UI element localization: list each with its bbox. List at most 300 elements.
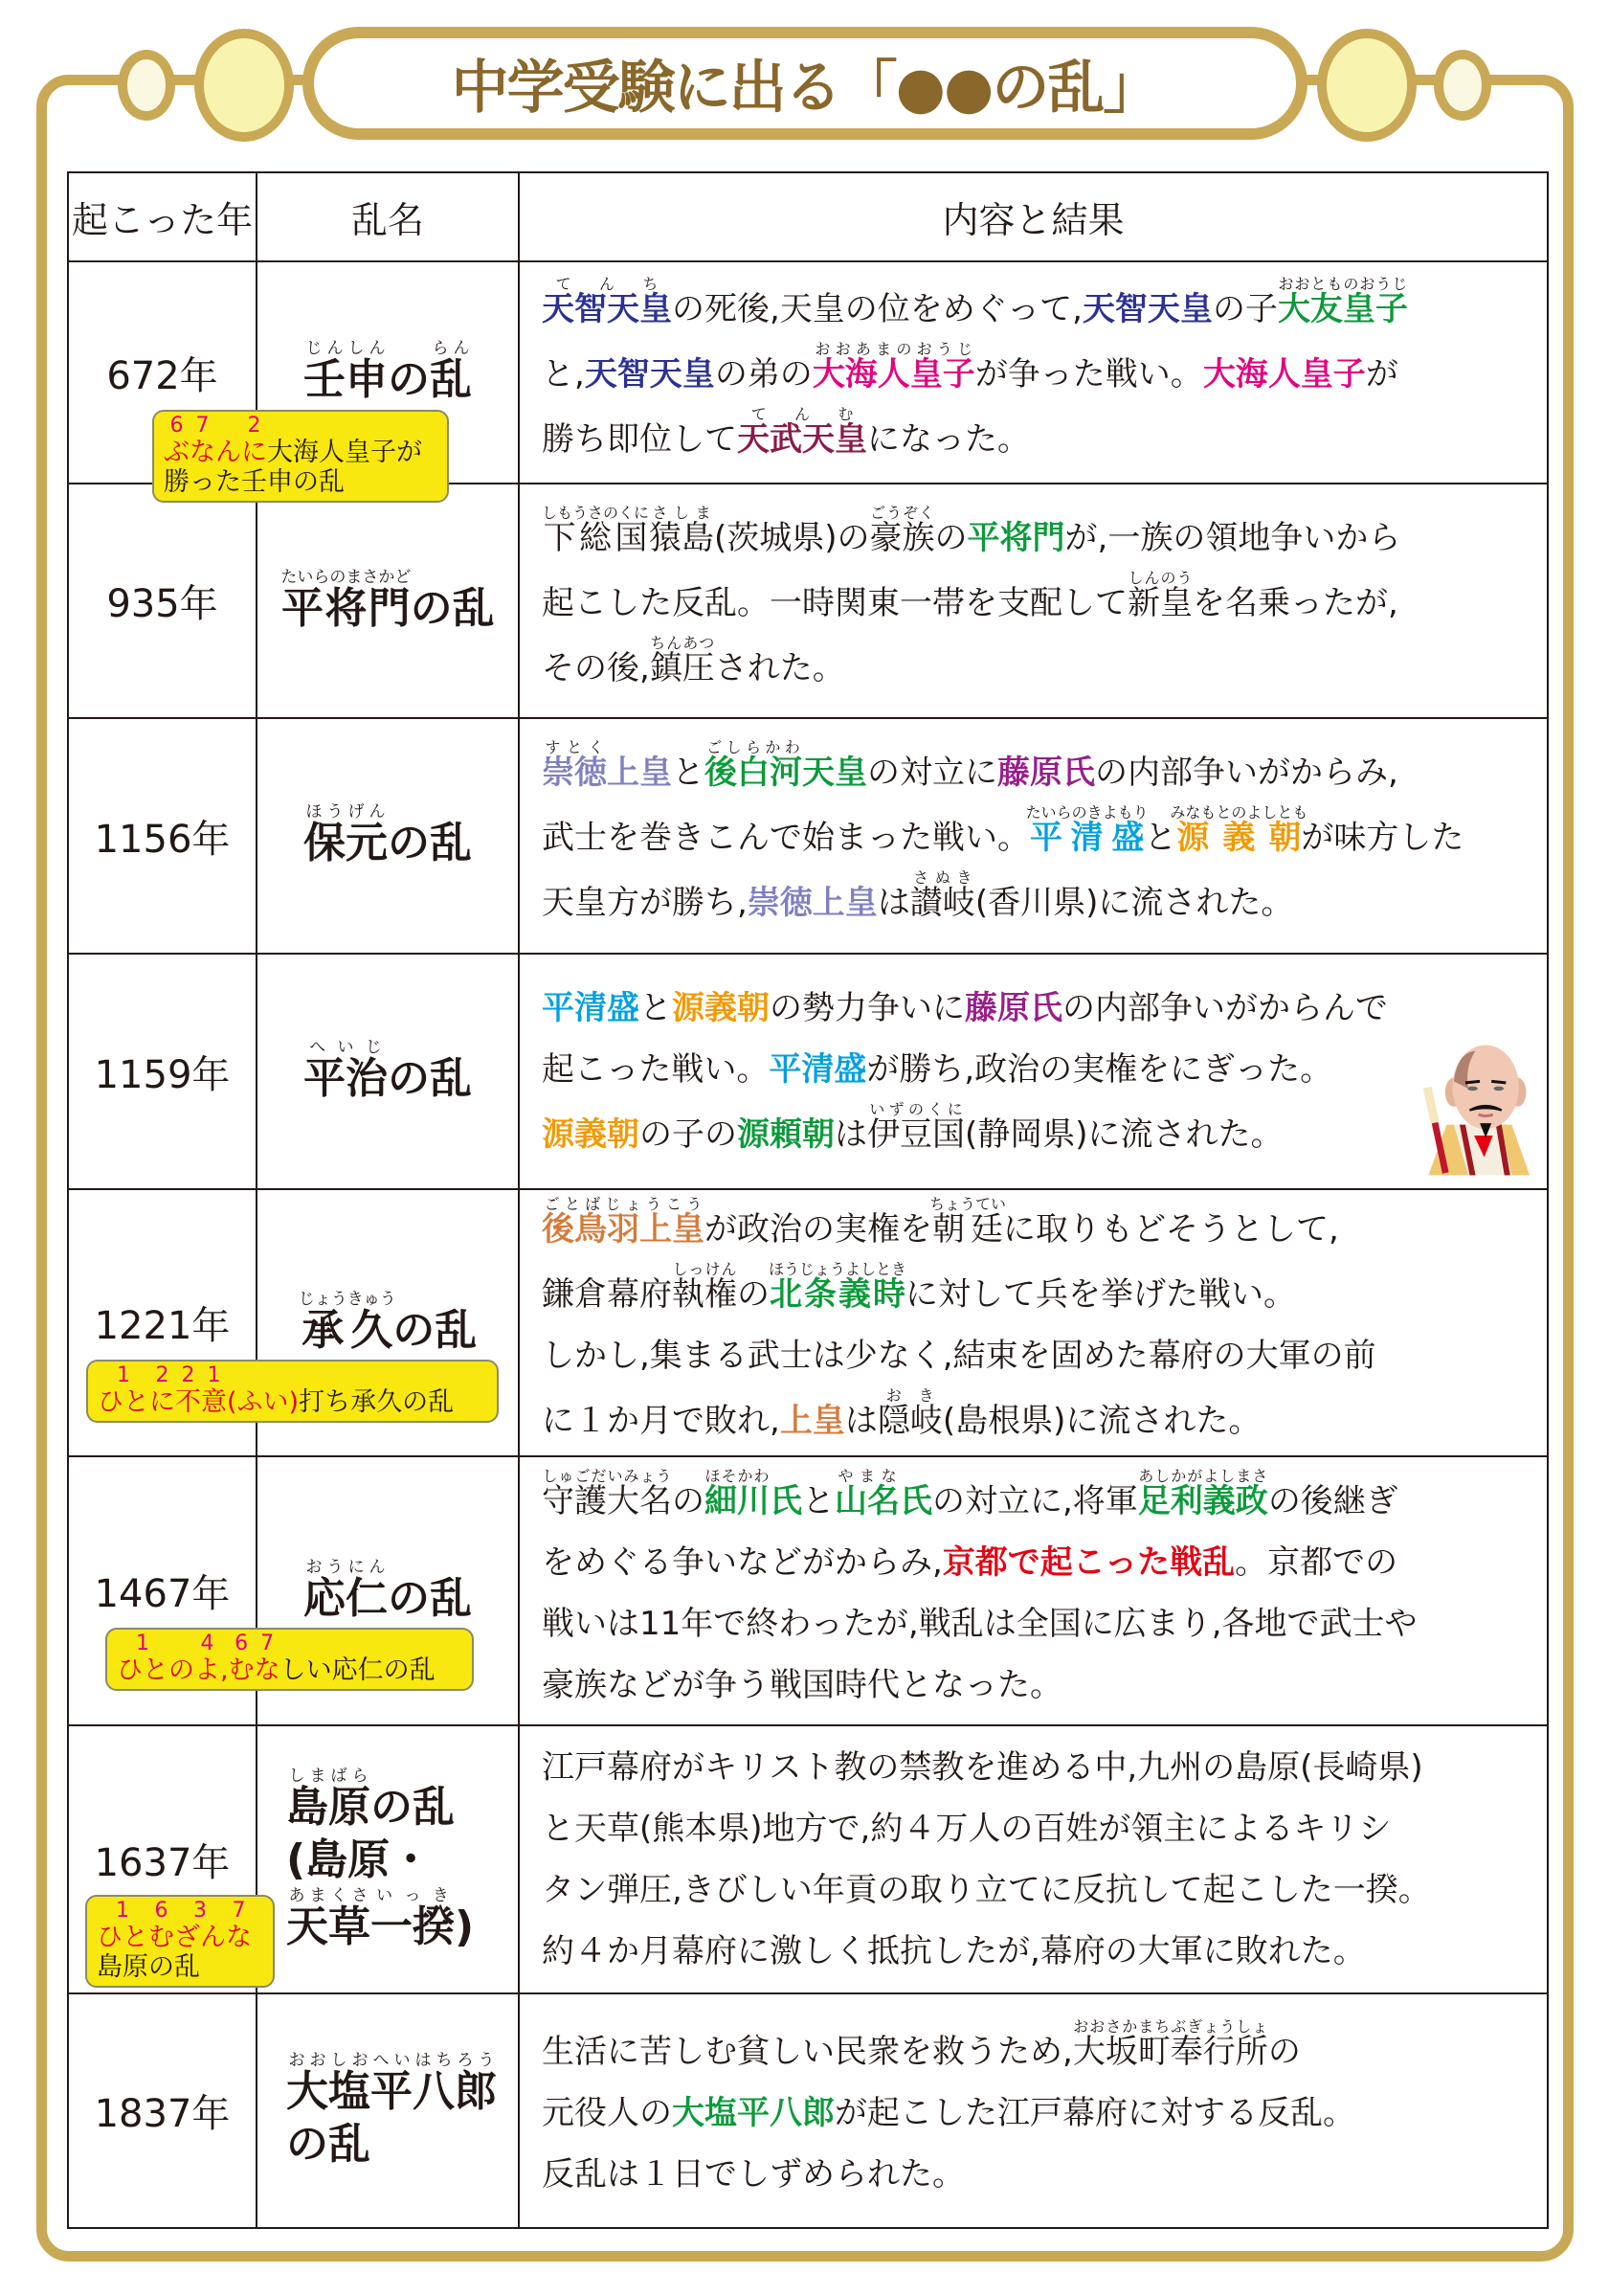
decor-circle-right-big xyxy=(1317,29,1417,142)
text-segment: (香川県)に流された。 xyxy=(974,884,1294,922)
mnemonic-text: ひと xyxy=(98,1387,149,1417)
content-line xyxy=(542,1195,1537,1260)
highlight-term: 天皇 xyxy=(802,754,867,792)
name-part-text: 平将門 xyxy=(280,583,412,633)
text-segment xyxy=(877,1385,943,1440)
mnemonic-text: に xyxy=(241,438,267,467)
text-segment-reading: ごうぞく xyxy=(869,503,935,522)
text-segment: と xyxy=(1144,819,1177,857)
name-part-reading: じょうきゅう xyxy=(298,1289,396,1309)
mnemonic-text: しい応仁の乱 xyxy=(279,1655,436,1685)
name-part-reading: へいはちろう xyxy=(370,2051,497,2070)
year-digit: 7 xyxy=(254,1632,280,1655)
mnemonic-text: 大海人皇子が xyxy=(267,438,422,467)
highlight-term: 源義朝 xyxy=(672,989,770,1027)
rebellion-name xyxy=(257,954,519,1189)
name-line xyxy=(286,1886,518,1953)
highlight-term-text: 後白河 xyxy=(704,754,802,792)
mnemonic-text: な xyxy=(254,1655,280,1685)
text-segment-text: 下総国 xyxy=(542,518,649,557)
highlight-term: 平清盛 xyxy=(542,989,639,1027)
text-segment-text: 鎮圧 xyxy=(649,648,715,687)
name-part-reading: いっき xyxy=(370,1885,455,1905)
text-segment: 起こした反乱。一時関東一帯を支配して xyxy=(542,583,1128,622)
text-segment: 元役人の xyxy=(542,2093,672,2132)
text-segment: の子の xyxy=(639,1115,737,1154)
text-segment: の弟の xyxy=(714,355,813,394)
name-part: の xyxy=(388,355,430,404)
name-part xyxy=(303,802,388,867)
text-segment: 豪族などが争う戦国時代となった。 xyxy=(542,1665,1062,1704)
text-segment: (茨城県)の xyxy=(714,518,870,557)
highlight-term-reading: ほうじょうよしとき xyxy=(769,1259,907,1278)
name-part xyxy=(303,339,388,404)
content-line xyxy=(542,1386,1537,1452)
text-segment xyxy=(542,1466,672,1520)
table-header xyxy=(68,172,1548,261)
content-line xyxy=(542,1325,1537,1386)
mnemonic-text: む xyxy=(228,1655,255,1685)
name-part xyxy=(286,2051,370,2116)
text-segment xyxy=(1072,2016,1268,2071)
name-line xyxy=(286,1834,518,1886)
name-part-text: 大塩 xyxy=(286,2067,370,2116)
highlight-term-text: 大海人皇子 xyxy=(812,355,975,394)
content-line xyxy=(542,1532,1537,1593)
name-line xyxy=(286,1767,518,1834)
content-line xyxy=(542,1593,1537,1654)
text-segment: 。京都での xyxy=(1235,1542,1398,1582)
text-segment: は xyxy=(844,1401,878,1440)
mnemonic-text: 打ち承久の乱 xyxy=(299,1387,455,1417)
highlight-term xyxy=(542,275,672,328)
content-cell xyxy=(519,1456,1548,1725)
mnemonic-text: よ xyxy=(194,1655,220,1685)
year-digit: 6 xyxy=(228,1632,255,1655)
highlight-term-reading: おおあまのおうじ xyxy=(812,340,975,358)
name-line xyxy=(257,1290,518,1357)
highlight-term-text: 天智天皇 xyxy=(542,290,672,328)
text-segment: と天草(熊本県)地方で,約４万人の百姓が領主によるキリシ xyxy=(542,1810,1392,1848)
highlight-term: 源義朝 xyxy=(542,1115,639,1154)
header-name: 乱名 xyxy=(257,172,519,261)
text-segment: をめぐる争いなどがからみ, xyxy=(542,1542,943,1582)
highlight-term: 大海人皇子 xyxy=(1202,355,1366,394)
text-segment xyxy=(1128,568,1193,622)
highlight-term-reading: すとく xyxy=(542,738,607,756)
mnemonic-line xyxy=(97,1952,263,1982)
content-line xyxy=(542,1260,1537,1325)
name-part xyxy=(286,1766,370,1832)
text-segment-reading: おき xyxy=(877,1385,943,1405)
mnemonic-char xyxy=(117,1632,168,1685)
text-segment-text: 豪族 xyxy=(869,518,935,557)
year-digit: 3 xyxy=(174,1899,226,1923)
highlight-term-text: 天武天皇 xyxy=(737,420,867,459)
text-segment: 反乱は１日でしずめられた。 xyxy=(542,2154,965,2194)
text-segment-text: 讃岐 xyxy=(909,884,975,922)
mnemonic-char xyxy=(97,1899,148,1952)
text-segment: の勢力争いに xyxy=(770,989,965,1027)
year-cell: 1156年 xyxy=(68,718,257,954)
text-segment: の xyxy=(1267,2032,1301,2071)
year-digit: 2 xyxy=(241,414,267,438)
text-segment: 勝ち即位して xyxy=(542,420,737,459)
table-row xyxy=(68,484,1548,718)
name-part-reading: へいじ xyxy=(303,1038,388,1057)
name-part xyxy=(370,2051,497,2116)
mnemonic-text: ひと xyxy=(117,1655,168,1685)
mnemonic-char xyxy=(228,1632,255,1685)
content-line xyxy=(542,569,1537,634)
mnemonic-text: な xyxy=(226,1923,252,1952)
text-segment-reading: ちょうてい xyxy=(929,1194,1007,1213)
text-segment: の内部争いがからみ, xyxy=(1095,754,1398,792)
highlight-term: 上皇 xyxy=(607,754,672,792)
highlight-term: 京都で起こった戦乱 xyxy=(942,1542,1236,1582)
text-segment: の xyxy=(672,1481,704,1520)
text-segment: 戦いは11年で終わったが,戦乱は全国に広まり,各地で武士や xyxy=(542,1604,1418,1643)
text-segment: の対立に xyxy=(867,754,997,792)
table-row xyxy=(68,1993,1548,2228)
highlight-term xyxy=(542,1194,704,1249)
text-segment: が政治の実権を xyxy=(704,1209,932,1249)
content-cell xyxy=(519,1725,1548,1993)
text-segment: の対立に,将軍 xyxy=(932,1481,1138,1520)
name-part: の乱 xyxy=(370,1782,455,1832)
header-content: 内容と結果 xyxy=(519,172,1548,261)
mnemonic-text: む xyxy=(148,1923,174,1952)
content-cell xyxy=(519,718,1548,954)
content-line xyxy=(542,1039,1537,1100)
text-segment: 鎌倉幕府 xyxy=(542,1274,672,1314)
mnemonic-text: な xyxy=(190,438,215,467)
mnemonic-char xyxy=(194,1632,220,1685)
table-row xyxy=(68,1725,1548,1993)
year-digit: 1 xyxy=(98,1363,149,1387)
name-part-reading: たいらのまさかど xyxy=(280,567,412,587)
content-line xyxy=(542,2017,1537,2082)
mnemonic-line xyxy=(164,467,437,497)
content-line xyxy=(542,1100,1537,1165)
mnemonic-text: 勝った壬申の乱 xyxy=(164,467,345,498)
year-digit: 1 xyxy=(117,1632,168,1655)
text-segment: (静岡県)に流された。 xyxy=(965,1115,1284,1154)
content-cell xyxy=(519,954,1548,1189)
text-segment xyxy=(909,868,975,922)
highlight-term xyxy=(737,405,867,459)
highlight-term-reading: ごとばじょうこう xyxy=(542,1194,704,1213)
content-cell xyxy=(519,1993,1548,2228)
mnemonic-text: ぶ xyxy=(164,438,190,467)
year-cell: 1467年 xyxy=(68,1456,257,1725)
year-cell: 1637年 xyxy=(68,1725,257,1993)
text-segment: と xyxy=(639,989,672,1027)
year-digit: 2 xyxy=(175,1363,201,1387)
highlight-term-reading: てんむ xyxy=(737,405,867,423)
year-digit: 4 xyxy=(194,1632,220,1655)
highlight-term-reading: あしかがよしまさ xyxy=(1137,1466,1268,1485)
title-banner xyxy=(302,27,1307,140)
text-segment: と, xyxy=(542,355,585,394)
year-digit: 2 xyxy=(149,1363,175,1387)
text-segment xyxy=(867,1100,965,1154)
highlight-term xyxy=(1025,803,1149,857)
text-segment: の死後,天皇の位をめぐって, xyxy=(672,290,1083,328)
content-line xyxy=(542,1737,1537,1798)
content-line xyxy=(542,2082,1537,2144)
mnemonic-text: 不 xyxy=(175,1387,201,1417)
name-line xyxy=(257,1038,518,1105)
mnemonic-text: 意 xyxy=(201,1387,227,1417)
text-segment: は xyxy=(835,1115,867,1154)
highlight-term xyxy=(769,1259,907,1314)
name-part xyxy=(298,1289,396,1355)
mnemonic-char xyxy=(164,414,190,467)
text-segment xyxy=(649,503,714,557)
mnemonic-char xyxy=(201,1363,227,1417)
text-segment-reading: いずのくに xyxy=(867,1100,965,1118)
content-line xyxy=(542,1859,1537,1921)
text-segment: の内部争いがからんで xyxy=(1062,989,1388,1027)
text-segment-text: 朝廷 xyxy=(929,1209,1007,1249)
samurai-portrait xyxy=(1403,1026,1533,1183)
year-digit: 7 xyxy=(226,1899,252,1923)
header-year: 起こった年 xyxy=(68,172,257,261)
highlight-term xyxy=(704,1466,770,1520)
mnemonic-char xyxy=(241,414,267,467)
text-segment-reading: しもうさのくに xyxy=(542,503,650,522)
highlight-term xyxy=(812,340,975,394)
text-segment xyxy=(672,1259,737,1314)
decor-circle-right-small xyxy=(1434,50,1491,121)
highlight-term: 天智天皇 xyxy=(584,355,715,394)
text-segment: の子 xyxy=(1212,290,1278,328)
mnemonic-text: ん xyxy=(215,438,241,467)
name-part xyxy=(303,1038,388,1103)
text-segment: が xyxy=(1365,355,1398,394)
name-part-text: 乱 xyxy=(430,355,472,404)
highlight-term-text: 崇徳 xyxy=(542,754,607,792)
text-segment-text: 隠岐 xyxy=(877,1401,943,1440)
content-cell xyxy=(519,1189,1548,1456)
text-segment: に対して兵を挙げた戦い。 xyxy=(905,1274,1297,1314)
name-part xyxy=(280,567,412,633)
year-cell: 672年 xyxy=(68,261,257,484)
mnemonic-text: , xyxy=(220,1655,229,1685)
text-segment: に１か月で敗れ, xyxy=(542,1401,780,1440)
name-part-text: 平八郎 xyxy=(370,2067,497,2116)
year-cell: 1159年 xyxy=(68,954,257,1189)
text-segment-text: 新皇 xyxy=(1128,583,1193,622)
highlight-term-text: 細川 xyxy=(704,1481,770,1520)
content-line xyxy=(542,634,1537,699)
year-cell: 935年 xyxy=(68,484,257,718)
rebellion-name xyxy=(257,484,519,718)
mnemonic-box xyxy=(152,410,449,503)
mnemonic-box xyxy=(105,1628,474,1691)
highlight-term: 平清盛 xyxy=(769,1050,867,1089)
text-segment: の後継ぎ xyxy=(1267,1481,1398,1520)
text-segment: になった。 xyxy=(867,420,1030,459)
name-part-reading: おうにん xyxy=(303,1557,388,1577)
text-segment: が味方した xyxy=(1301,819,1464,857)
highlight-term-text: 源義朝 xyxy=(1170,819,1308,857)
name-part-text: 島原 xyxy=(286,1782,370,1832)
content-line xyxy=(542,504,1537,569)
name-part xyxy=(430,339,472,404)
highlight-term: 平将門 xyxy=(967,518,1065,557)
highlight-term: 藤原氏 xyxy=(965,989,1062,1027)
highlight-term: 源頼朝 xyxy=(737,1115,835,1154)
text-segment: された。 xyxy=(714,648,845,687)
name-part-reading: らん xyxy=(430,339,472,358)
text-segment-reading: さぬき xyxy=(909,868,975,887)
highlight-term: 藤原氏 xyxy=(997,754,1095,792)
text-segment: しかし,集まる武士は少なく,結束を固めた幕府の大軍の前 xyxy=(542,1336,1376,1375)
highlight-term-reading: てんち xyxy=(542,275,672,293)
name-line xyxy=(257,339,518,406)
highlight-term-reading: やまな xyxy=(835,1466,900,1485)
content-line xyxy=(542,868,1537,934)
text-segment: その後, xyxy=(542,648,650,687)
text-segment: 起こった戦い。 xyxy=(542,1050,770,1089)
mnemonic-char xyxy=(174,1899,226,1952)
year-cell: 1837年 xyxy=(68,1993,257,2228)
mnemonic-line xyxy=(164,416,437,467)
highlight-term-reading: たいらのきよもり xyxy=(1025,803,1149,822)
year-cell: 1221年 xyxy=(68,1189,257,1456)
name-part: の乱 xyxy=(410,583,495,633)
highlight-term-reading: ほそかわ xyxy=(704,1466,770,1485)
content-line xyxy=(542,2144,1537,2205)
text-segment-reading: しゅごだいみょう xyxy=(542,1466,672,1485)
mnemonic-text: ひと xyxy=(97,1923,148,1952)
name-part: の乱 xyxy=(392,1305,478,1355)
text-segment: が起こした江戸幕府に対する反乱。 xyxy=(835,2093,1355,2132)
highlight-term: 氏 xyxy=(770,1481,802,1520)
name-part-reading: じんしん xyxy=(303,339,388,358)
mnemonic-box xyxy=(86,1360,499,1423)
highlight-term: 天智天皇 xyxy=(1082,290,1213,328)
content-line xyxy=(542,1798,1537,1859)
name-part: の乱 xyxy=(388,1573,472,1623)
text-segment xyxy=(542,503,650,557)
name-part-text: 一揆 xyxy=(370,1902,455,1951)
highlight-term-text: 北条義時 xyxy=(769,1274,907,1314)
text-segment-reading: しんのう xyxy=(1128,568,1193,587)
content-line xyxy=(542,340,1537,405)
content-line xyxy=(542,803,1537,868)
name-line xyxy=(257,568,518,635)
highlight-term: 上皇 xyxy=(779,1401,845,1440)
highlight-term-reading: みなもとのよしとも xyxy=(1170,803,1308,822)
highlight-term-text: 足利義政 xyxy=(1137,1481,1268,1520)
text-segment xyxy=(649,633,715,687)
highlight-term: 氏 xyxy=(900,1481,932,1520)
text-segment: (島根県)に流された。 xyxy=(942,1401,1262,1440)
highlight-term-text: 大友皇子 xyxy=(1277,290,1408,328)
text-segment: 約４か月幕府に激しく抵抗したが,幕府の大軍に敗れた。 xyxy=(542,1932,1366,1970)
year-digit: 7 xyxy=(190,414,215,438)
mnemonic-text: に xyxy=(149,1387,175,1417)
name-part-text: 平治 xyxy=(303,1054,388,1103)
text-segment-reading: ちんあつ xyxy=(649,633,715,652)
text-segment: 生活に苦しむ貧しい民衆を救うため, xyxy=(542,2032,1073,2071)
content-line xyxy=(542,1467,1537,1532)
text-segment-reading: さしま xyxy=(649,503,714,522)
text-segment: は xyxy=(877,884,910,922)
mnemonic-char xyxy=(175,1363,201,1417)
content-line xyxy=(542,978,1537,1039)
highlight-term xyxy=(1277,275,1408,328)
highlight-term-reading: おおとものおうじ xyxy=(1277,275,1408,293)
mnemonic-char xyxy=(98,1363,149,1417)
highlight-term-reading: ごしらかわ xyxy=(704,738,802,756)
name-line xyxy=(257,1558,518,1625)
highlight-term-text: 後鳥羽上皇 xyxy=(542,1209,704,1249)
text-segment xyxy=(929,1194,1007,1249)
name-part xyxy=(370,1885,455,1951)
year-digit: 1 xyxy=(201,1363,227,1387)
name-part: の乱 xyxy=(388,819,472,867)
mnemonic-text: の xyxy=(168,1655,194,1685)
highlight-term xyxy=(542,738,607,792)
mnemonic-text: (ふい) xyxy=(227,1387,300,1417)
mnemonic-char xyxy=(190,414,215,467)
text-segment: を名乗ったが, xyxy=(1193,583,1398,622)
text-segment: が勝ち,政治の実権をにぎった。 xyxy=(866,1050,1333,1089)
mnemonic-text: ざん xyxy=(174,1923,226,1952)
name-part xyxy=(286,1885,370,1951)
text-segment: に取りもどそうとして, xyxy=(1003,1209,1339,1249)
rebellion-name xyxy=(257,718,519,954)
name-part-text: 応仁 xyxy=(303,1573,388,1623)
name-part-reading: あまくさ xyxy=(286,1885,370,1905)
mnemonic-char xyxy=(226,1899,252,1952)
content-line xyxy=(542,405,1537,470)
text-segment-reading: おおさかまちぶぎょうしょ xyxy=(1072,2016,1268,2036)
year-digit: 6 xyxy=(164,414,190,438)
mnemonic-line xyxy=(97,1901,263,1952)
content-line xyxy=(542,1654,1537,1716)
content-cell xyxy=(519,261,1548,484)
table-row xyxy=(68,954,1548,1189)
text-segment: の xyxy=(934,518,968,557)
content-line xyxy=(542,738,1537,803)
mnemonic-char xyxy=(254,1632,280,1685)
highlight-term-text: 平清盛 xyxy=(1025,819,1149,857)
text-segment-text: 猿島 xyxy=(649,518,714,557)
text-segment-text: 執権 xyxy=(672,1274,737,1314)
name-part: の乱 xyxy=(286,2120,370,2169)
text-segment: 江戸幕府がキリスト教の禁教を進める中,九州の島原(長崎県) xyxy=(542,1748,1423,1787)
name-part-reading: ほうげん xyxy=(303,802,388,822)
highlight-term xyxy=(704,738,802,792)
highlight-term: 大塩平八郎 xyxy=(672,2093,835,2132)
content-line xyxy=(542,275,1537,340)
page-title: 中学受験に出る「●●の乱」 xyxy=(451,55,1159,122)
highlight-term xyxy=(1170,803,1308,857)
mnemonic-box xyxy=(85,1895,275,1988)
text-segment: と xyxy=(672,754,704,792)
decor-circle-left-small xyxy=(118,50,175,121)
text-segment: が争った戦い。 xyxy=(974,355,1203,394)
decor-circle-left-big xyxy=(194,29,294,142)
year-digit: 6 xyxy=(148,1899,174,1923)
text-segment: 武士を巻きこんで始まった戦い。 xyxy=(542,819,1030,857)
mnemonic-text: 島原の乱 xyxy=(97,1952,200,1983)
